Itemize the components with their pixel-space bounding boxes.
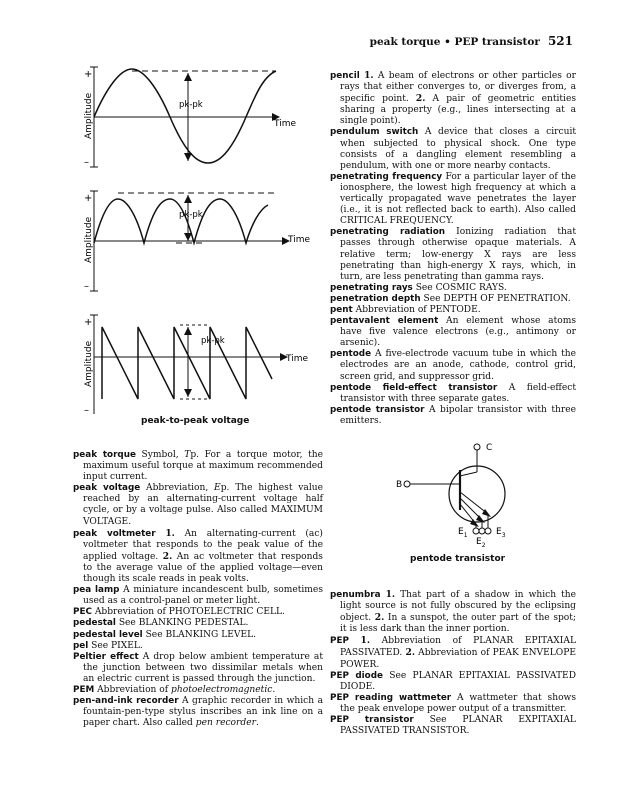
entry-term: pendulum switch (330, 127, 419, 138)
sense-number: 1. (364, 70, 374, 81)
entry-pedestal-level (73, 630, 323, 641)
figure-caption-peak-to-peak: peak-to-peak voltage (141, 416, 250, 426)
entry-pea-lamp (73, 585, 323, 607)
sense-number: 2. (405, 647, 415, 659)
entry-pep-transistor (330, 715, 576, 737)
entry-pendulum-switch (330, 127, 576, 171)
entry-term: penetrating frequency (330, 171, 443, 182)
plus-sign: + (84, 193, 93, 204)
entry-pentode-transistor (330, 405, 576, 427)
definition-text: . (272, 684, 276, 695)
definition-text: See DEPTH OF PENETRATION. (420, 293, 571, 304)
base-label: B (396, 480, 403, 490)
figure-caption-pentode-transistor: pentode transistor (410, 554, 506, 564)
definition-text: Abbreviation of PHOTOELECTRIC CELL. (91, 607, 285, 618)
definition-text: See BLANKING PEDESTAL. (115, 618, 249, 629)
definition-text: See COSMIC RAYS. (412, 282, 507, 293)
sine-wave-panel (84, 67, 296, 168)
definition-text: A five-electrode vacuum tube in which the electrodes are an anode, cathode, control grid, screen grid, and suppressor grid. (340, 349, 576, 382)
entry-pel (73, 641, 323, 652)
entry-term: penetrating radiation (330, 227, 446, 238)
definition-text: For a particular layer of the ionosphere, the lowest high frequency at which a vertically propagated wave penetrates the layer (i.e., it is not reflected back to earth). Also called CRITICAL FREQUENCY. (340, 171, 577, 227)
entry-pem (73, 685, 323, 696)
entry-penetrating-rays (330, 283, 576, 294)
emitter-1-label: $E_1$ (458, 527, 468, 539)
page-number: 521 (547, 34, 573, 48)
definition-text: A miniature incandescent bulb, sometimes used as a control-panel or meter light. (83, 585, 323, 607)
entry-term: pentode transistor (330, 404, 425, 415)
entry-term: peak voltage (73, 483, 141, 494)
sense-number: 1. (165, 527, 175, 539)
entry-term: PEP (330, 636, 349, 647)
rectified-wave-panel (84, 191, 310, 292)
right-column-bottom-entries (330, 589, 576, 737)
entry-term: pel (73, 640, 89, 651)
entry-term: PEP diode (330, 670, 383, 681)
entry-pencil (330, 70, 576, 127)
definition-text: Abbreviation of (94, 684, 172, 695)
sense-number: 2. (374, 612, 385, 624)
emitter-3-label: $E_3$ (496, 527, 506, 539)
minus-sign: – (84, 405, 89, 414)
sine-wave (94, 69, 276, 163)
entry-peak-voltage (73, 483, 323, 527)
entry-term: pentode (330, 349, 372, 360)
plus-sign: + (84, 317, 93, 328)
definition-text: A wattmeter that shows the peak envelope power output of a transmitter. (340, 692, 576, 714)
italic-text: E (214, 483, 221, 494)
entry-term: penetration depth (330, 293, 421, 304)
definition-text: Abbreviation of PEAK ENVELOPE POWER. (340, 648, 576, 670)
definition-text: Symbol, (135, 450, 185, 460)
entry-penetrating-radiation (330, 227, 576, 282)
definition-text: A device that closes a circuit when subjected to physical shock. One type consists of a dangling element resembling a pendulum, with one or more nearby contacts. (340, 127, 577, 171)
entry-penetration-depth (330, 294, 576, 305)
entry-term: pentode field-effect transistor (330, 382, 498, 393)
definition-text: Abbreviation of PENTODE. (352, 304, 481, 315)
definition-text: A drop below ambient temperature at the junction between two dissimilar metals when an electric current is passed through the junction. (83, 651, 324, 684)
right-column-top-entries (330, 70, 576, 427)
definition-text: See PLANAR EXPITAXIAL PASSIVATED TRANSISTOR. (340, 715, 576, 737)
pentode-transistor-figure (392, 432, 522, 550)
definition-text: A field-effect transistor with three separate gates. (340, 382, 576, 404)
definition-text: Abbreviation of PLANAR EPITAXIAL PASSIVATED. (340, 636, 576, 659)
pk-pk-label: pk-pk (201, 336, 225, 346)
y-axis-label: Amplitude (84, 340, 94, 387)
collector-label: C (486, 443, 493, 453)
definition-text: A beam of electrons or other particles or rays that either converges to, or diverges from, a specific point. (340, 71, 576, 105)
minus-sign: – (84, 157, 89, 168)
entry-penetrating-frequency (330, 172, 576, 227)
entry-term: pedestal level (73, 629, 143, 640)
sawtooth-wave-panel (84, 315, 308, 414)
peak-to-peak-figure (80, 59, 320, 414)
entry-term: pentavalent element (330, 316, 439, 327)
pk-pk-label: pk-pk (179, 100, 203, 110)
header-title: peak torque • PEP transistor (369, 36, 540, 48)
definition-text: That part of a shadow in which the light source is not fully obscured by the eclipsing object. (340, 590, 576, 624)
entry-term: penetrating rays (330, 282, 413, 293)
entry-term: PEM (73, 684, 95, 695)
entry-term: pent (330, 304, 353, 315)
entry-term: pedestal (73, 618, 116, 629)
entry-pen-and-ink-recorder (73, 696, 323, 729)
definition-text (349, 636, 361, 646)
definition-text: Abbreviation, (140, 483, 215, 494)
entry-term: pen-and-ink recorder (73, 696, 179, 707)
definition-text (156, 529, 166, 539)
entry-peak-torque (73, 450, 323, 483)
definition-text: See PIXEL. (88, 640, 143, 651)
definition-text: A bipolar transistor with three emitters. (340, 404, 577, 426)
sense-number: 1. (385, 589, 396, 600)
italic-text: photoelectromagnetic (171, 684, 273, 695)
definition-text: See PLANAR EPITAXIAL PASSIVATED DIODE. (340, 670, 576, 692)
x-axis-label: Time (288, 235, 311, 245)
definition-text: An element whose atoms have five valence electrons (e.g., antimony or arsenic). (340, 316, 576, 349)
entry-pedestal (73, 618, 323, 629)
collector-terminal (474, 444, 480, 450)
emitter-2-label: $E_2$ (476, 537, 486, 549)
entry-term: PEP transistor (330, 715, 414, 726)
sense-number: 1. (360, 635, 371, 647)
italic-text: pen recorder (195, 718, 256, 729)
entry-peltier-effect (73, 652, 323, 685)
left-column-entries (73, 450, 323, 729)
running-header (370, 34, 573, 48)
definition-text: A graphic recorder in which a fountain-pen-type stylus inscribes an ink line on a paper chart. Also called (83, 696, 323, 729)
minus-sign: – (84, 281, 89, 292)
entry-term: PEP reading wattmeter (330, 692, 452, 703)
entry-term: pea lamp (73, 585, 120, 596)
entry-term: pencil (330, 71, 360, 81)
entry-term: penumbra (330, 590, 381, 600)
y-axis-label: Amplitude (84, 92, 94, 139)
plus-sign: + (84, 69, 93, 80)
italic-text: T (184, 450, 191, 460)
entry-term: PEC (73, 607, 92, 618)
entry-pent (330, 305, 576, 316)
definition-text: An alternating-current (ac) voltmeter that responds to the peak value of the applied voltage. (83, 528, 323, 562)
entry-pec (73, 607, 323, 618)
x-axis-label: Time (286, 354, 309, 364)
definition-text: An ac voltmeter that responds to the average value of the applied voltage—even though its scale reads in peak volts. (83, 551, 323, 585)
entry-term: peak torque (73, 450, 136, 460)
y-axis-label: Amplitude (84, 216, 94, 263)
sense-number: 2. (162, 550, 173, 562)
entry-peak-voltmeter (73, 528, 323, 585)
x-axis-label: Time (274, 119, 297, 129)
definition-text: p. The highest value reached by an alternating-current voltage half cycle, or by a voltage pulse. Also called MAXIMUM VOLTAGE. (83, 483, 323, 527)
definition-text: p. For a torque motor, the maximum useful torque at maximum recommended input current. (83, 450, 323, 483)
sawtooth-wave (102, 327, 272, 399)
entry-term: Peltier effect (73, 651, 139, 662)
pk-pk-label: pk-pk (179, 210, 203, 220)
entry-pentode (330, 349, 576, 382)
entry-term: peak voltmeter (73, 528, 156, 539)
entry-pep-diode (330, 671, 576, 693)
transistor-envelope (449, 466, 505, 522)
definition-text: See BLANKING LEVEL. (142, 629, 257, 640)
definition-text: Ionizing radiation that passes through otherwise opaque materials. A relative term; low-energy X rays are less penetrating than high-energy X rays, which, in turn, are less penetrating than gamma rays. (340, 227, 576, 282)
definition-text: In a sunspot, the outer part of the spot; it is less dark than the inner portion. (340, 613, 577, 635)
definition-text: . (255, 718, 259, 729)
definition-text: A pair of geometric entities sharing a property (e.g., lines intersecting at a single point). (340, 94, 576, 127)
entry-pentavalent-element (330, 316, 576, 349)
entry-penumbra (330, 589, 576, 635)
sense-number: 2. (415, 93, 426, 105)
entry-pep-reading-wattmeter (330, 693, 576, 715)
entry-pep (330, 635, 576, 670)
rectified-wave (94, 199, 268, 243)
entry-pentode-field-effect-transistor (330, 383, 576, 405)
